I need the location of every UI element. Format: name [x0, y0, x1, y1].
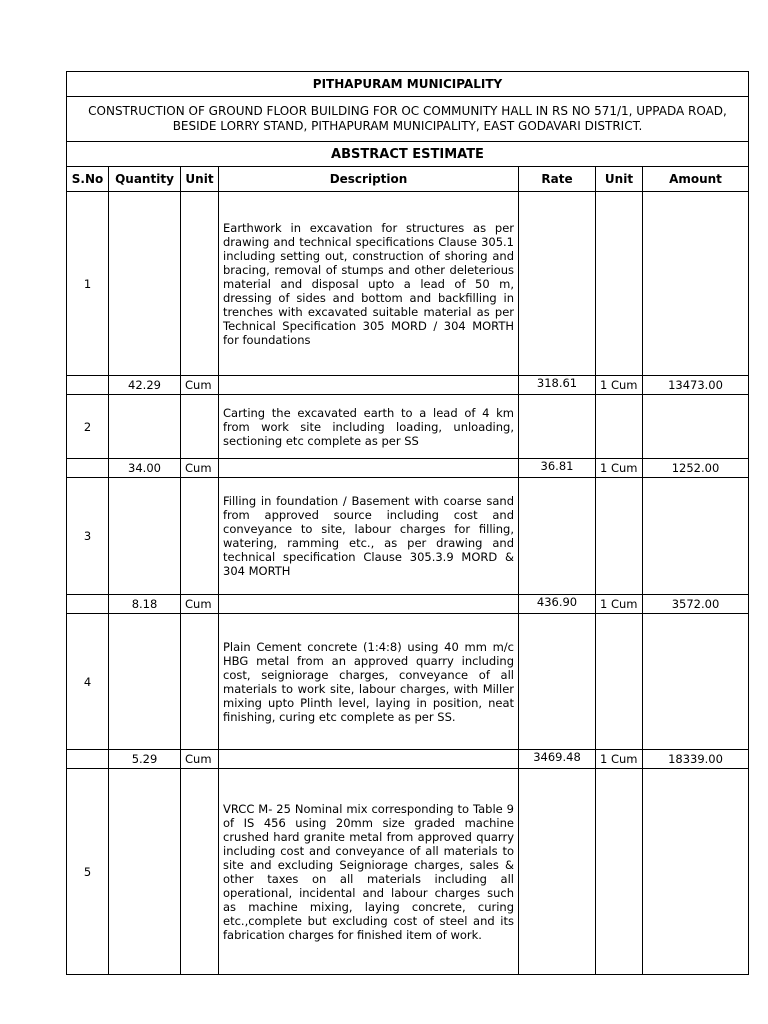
item-per-unit: 1 Cum — [596, 750, 643, 769]
empty-cell — [67, 459, 109, 478]
empty-cell — [181, 395, 219, 459]
empty-cell — [219, 376, 519, 395]
item-unit: Cum — [181, 459, 219, 478]
abstract-estimate-table — [66, 71, 749, 975]
empty-cell — [643, 192, 749, 376]
empty-cell — [109, 395, 181, 459]
col-unit: Unit — [181, 167, 219, 192]
empty-cell — [596, 192, 643, 376]
empty-cell — [219, 459, 519, 478]
item-description: Plain Cement concrete (1:4:8) using 40 mm m/c HBG metal from an approved quarry including cost, seigniorage charges, conveyance of all materials to work site, labour charges, with Miller mixing upto Plinth level, laying in position, neat finishing, curing etc complete as per SS. — [219, 614, 519, 750]
item-quantity-row — [67, 750, 749, 769]
item-rate: 36.81 — [519, 459, 596, 478]
empty-cell — [109, 769, 181, 975]
item-description-row — [67, 769, 749, 975]
item-unit: Cum — [181, 376, 219, 395]
item-quantity: 8.18 — [109, 595, 181, 614]
empty-cell — [519, 769, 596, 975]
empty-cell — [596, 769, 643, 975]
section-title: ABSTRACT ESTIMATE — [67, 142, 749, 167]
col-amount: Amount — [643, 167, 749, 192]
item-amount: 18339.00 — [643, 750, 749, 769]
work-name: CONSTRUCTION OF GROUND FLOOR BUILDING FOR OC COMMUNITY HALL IN RS NO 571/1, UPPADA ROAD, BESIDE LORRY STAND, PITHAPURAM MUNICIPALITY, EAST GODAVARI DISTRICT. — [67, 97, 749, 142]
col-quantity: Quantity — [109, 167, 181, 192]
empty-cell — [519, 478, 596, 595]
empty-cell — [219, 750, 519, 769]
empty-cell — [596, 478, 643, 595]
item-unit: Cum — [181, 750, 219, 769]
empty-cell — [519, 192, 596, 376]
empty-cell — [219, 595, 519, 614]
item-description-row — [67, 192, 749, 376]
col-per-unit: Unit — [596, 167, 643, 192]
item-rate: 3469.48 — [519, 750, 596, 769]
item-per-unit: 1 Cum — [596, 595, 643, 614]
empty-cell — [181, 614, 219, 750]
item-description: VRCC M- 25 Nominal mix corresponding to Table 9 of IS 456 using 20mm size graded machine crushed hard granite metal from approved quarry including cost and conveyance of all materials to site and excluding Seigniorage charges, sales & other taxes on all materials including all operational, incidental and labour charges such as machine mixing, laying concrete, curing etc.,complete but excluding cost of steel and its fabrication charges for finished item of work. — [219, 769, 519, 975]
empty-cell — [67, 595, 109, 614]
section-row — [67, 142, 749, 167]
empty-cell — [643, 395, 749, 459]
empty-cell — [181, 769, 219, 975]
item-quantity: 34.00 — [109, 459, 181, 478]
empty-cell — [109, 192, 181, 376]
item-unit: Cum — [181, 595, 219, 614]
item-description: Filling in foundation / Basement with coarse sand from approved source including cost and conveyance to site, labour charges for filling, watering, ramming etc., as per drawing and technical specification Clause 305.3.9 MORD & 304 MORTH — [219, 478, 519, 595]
empty-cell — [643, 614, 749, 750]
item-quantity: 5.29 — [109, 750, 181, 769]
item-per-unit: 1 Cum — [596, 376, 643, 395]
item-quantity-row — [67, 459, 749, 478]
empty-cell — [181, 192, 219, 376]
empty-cell — [109, 614, 181, 750]
item-quantity: 42.29 — [109, 376, 181, 395]
item-description: Carting the excavated earth to a lead of 4 km from work site including loading, unloading, sectioning etc complete as per SS — [219, 395, 519, 459]
item-sno: 2 — [67, 395, 109, 459]
empty-cell — [67, 750, 109, 769]
item-sno: 4 — [67, 614, 109, 750]
item-per-unit: 1 Cum — [596, 459, 643, 478]
item-amount: 13473.00 — [643, 376, 749, 395]
empty-cell — [519, 395, 596, 459]
item-amount: 3572.00 — [643, 595, 749, 614]
item-description-row — [67, 478, 749, 595]
item-sno: 1 — [67, 192, 109, 376]
empty-cell — [643, 478, 749, 595]
empty-cell — [596, 395, 643, 459]
empty-cell — [519, 614, 596, 750]
col-sno: S.No — [67, 167, 109, 192]
item-description-row — [67, 614, 749, 750]
empty-cell — [643, 769, 749, 975]
municipality-title: PITHAPURAM MUNICIPALITY — [67, 72, 749, 97]
col-description: Description — [219, 167, 519, 192]
item-sno: 3 — [67, 478, 109, 595]
work-name-row — [67, 97, 749, 142]
title-row — [67, 72, 749, 97]
empty-cell — [181, 478, 219, 595]
item-sno: 5 — [67, 769, 109, 975]
empty-cell — [109, 478, 181, 595]
item-quantity-row — [67, 376, 749, 395]
column-header-row — [67, 167, 749, 192]
item-rate: 318.61 — [519, 376, 596, 395]
empty-cell — [67, 376, 109, 395]
item-description: Earthwork in excavation for structures as per drawing and technical specifications Clause 305.1 including setting out, construction of shoring and bracing, removal of stumps and other deleterious material and disposal upto a lead of 50 m, dressing of sides and bottom and backfilling in trenches with excavated suitable material as per Technical Specification 305 MORD / 304 MORTH for foundations — [219, 192, 519, 376]
empty-cell — [596, 614, 643, 750]
item-description-row — [67, 395, 749, 459]
col-rate: Rate — [519, 167, 596, 192]
item-amount: 1252.00 — [643, 459, 749, 478]
item-rate: 436.90 — [519, 595, 596, 614]
item-quantity-row — [67, 595, 749, 614]
